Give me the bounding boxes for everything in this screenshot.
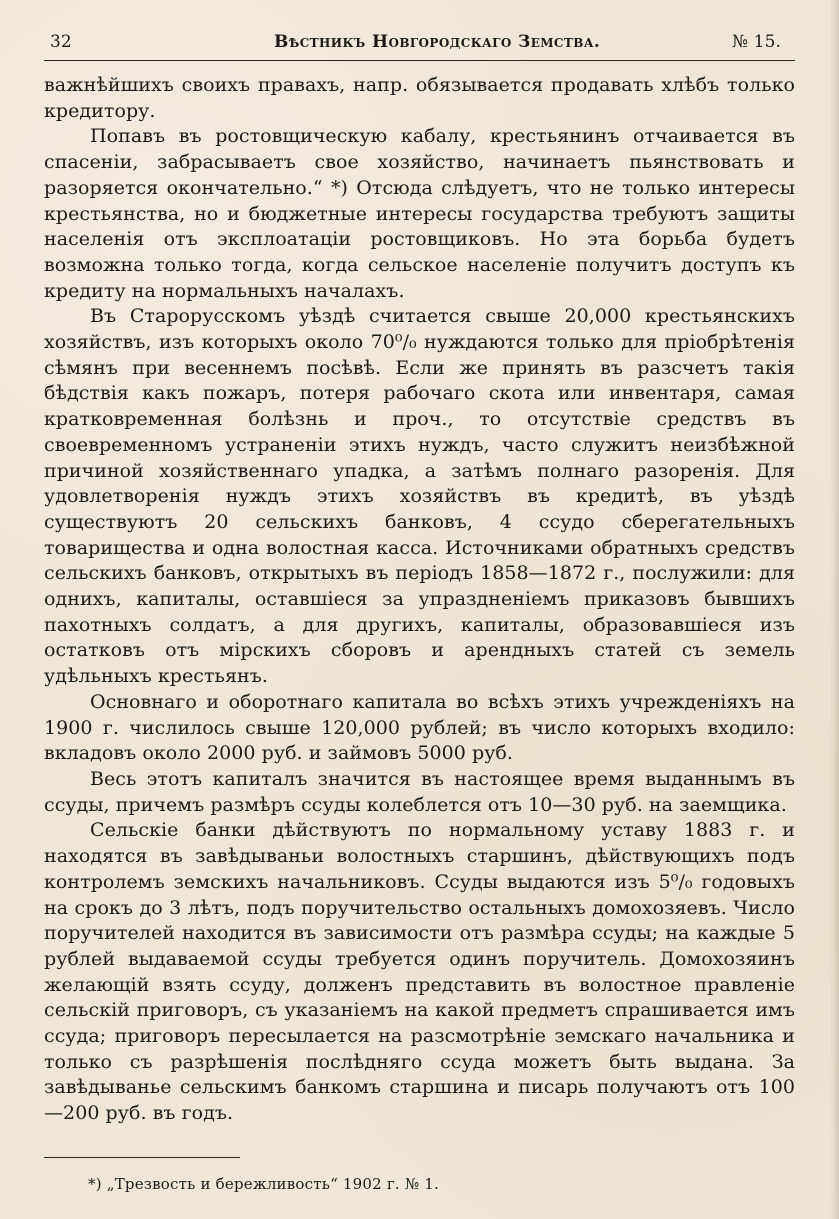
paragraph-2: Попавъ въ ростовщическую кабалу, крестьянинъ отчаивается въ спасеніи, забрасываетъ свое хозяйство, начинаетъ пьянствовать и разоряется окончательно.“ *) Отсюда слѣдуетъ, что не только интересы крестьянства, но и бюджетные интересы государства требуютъ защиты населенія отъ эксплоатаціи ростовщиковъ. Но эта борьба будетъ возможна только тогда, когда сельское населеніе получитъ доступъ къ кредиту на нормальныхъ началахъ. bbox=[44, 125, 795, 302]
paragraph-5: Весь этотъ капиталъ значится въ настоящее время выданнымъ въ ссуды, причемъ размѣръ ссуды колеблется отъ 10—30 руб. на заемщика. bbox=[44, 767, 795, 816]
page-number: 32 bbox=[50, 32, 72, 52]
paragraph-3: Въ Старорусскомъ уѣздѣ считается свыше 20,000 крестьянскихъ хозяйствъ, изъ которыхъ около 70⁰/₀ нуждаются только для пріобрѣтенія сѣмянъ при весеннемъ посѣвѣ. Если же принять въ разсчетъ такія бѣдствія какъ пожаръ, потеря рабочаго скота или инвентаря, самая кратковременная болѣзнь и проч., то отсутствіе средствъ въ своевременномъ устраненіи этихъ нуждъ, часто служитъ неизбѣжной причиной хозяйственнаго упадка, а затѣмъ полнаго разоренія. Для удовлетворенія нуждъ этихъ хозяйствъ въ кредитѣ, въ уѣздѣ существуютъ 20 сельскихъ банковъ, 4 ссудо сберегательныхъ товарищества и одна волостная касса. Источниками обратныхъ средствъ сельскихъ банковъ, открытыхъ въ періодъ 1858—1872 г., послужили: для однихъ, капиталы, оставшіеся за упраздненіемъ приказовъ бывшихъ пахотныхъ солдатъ, а для другихъ, капиталы, образовавшіеся изъ остатковъ отъ мірскихъ сборовъ и арендныхъ статей съ земель удѣльныхъ крестьянъ. bbox=[44, 305, 795, 688]
footnote-divider bbox=[44, 1157, 240, 1158]
page-header bbox=[44, 26, 795, 61]
journal-title: Вѣстникъ Новгородскаго Земства. bbox=[274, 32, 601, 52]
page-edge-shadow bbox=[830, 0, 839, 1219]
article-body bbox=[44, 73, 795, 1127]
paragraph-6: Сельскіе банки дѣйствуютъ по нормальному уставу 1883 г. и находятся въ завѣдываньи волостныхъ старшинъ, дѣйствующихъ подъ контролемъ земскихъ начальниковъ. Ссуды выдаются изъ 5⁰/₀ годовыхъ на срокъ до 3 лѣтъ, подъ поручительство остальныхъ домохозяевъ. Число поручителей находится въ зависимости отъ размѣра ссуды; на каждые 5 рублей выдаваемой ссуды требуется одинъ поручитель. Домохозяинъ желающій взять ссуду, долженъ представить въ волостное правленіе сельскій приговоръ, съ указаніемъ на какой предметъ спрашивается имъ ссуда; приговоръ пересылается на разсмотрѣніе земскаго начальника и только съ разрѣшенія послѣдняго ссуда можетъ быть выдана. За завѣдыванье сельскимъ банкомъ старшина и писарь получаютъ отъ 100—200 руб. въ годъ. bbox=[44, 819, 795, 1125]
issue-number: № 15. bbox=[731, 32, 781, 52]
paragraph-4: Основнаго и оборотнаго капитала во всѣхъ этихъ учрежденіяхъ на 1900 г. числилось свыше 120,000 рублей; въ число которыхъ входило: вкладовъ около 2000 руб. и займовъ 5000 руб. bbox=[44, 690, 795, 765]
footnote: *) „Трезвость и бережливость“ 1902 г. № 1. bbox=[88, 1174, 439, 1193]
paragraph-1: важнѣйшихъ своихъ правахъ, напр. обязывается продавать хлѣбъ только кредитору. bbox=[44, 74, 795, 122]
